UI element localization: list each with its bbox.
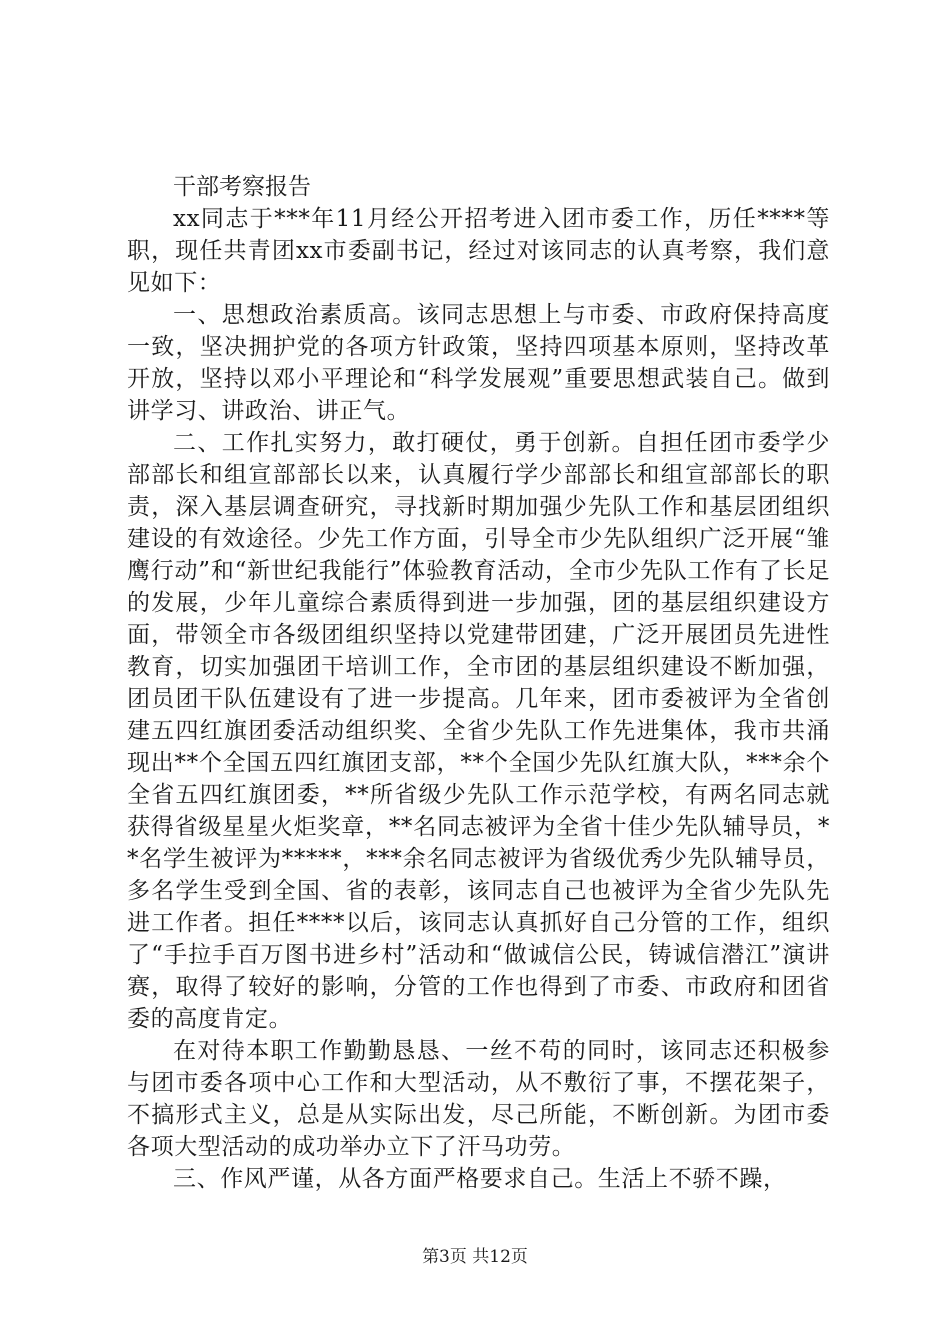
paragraph-political-quality: 一、思想政治素质高。该同志思想上与市委、市政府保持高度一致，坚决拥护党的各项方针政策，坚持四项基本原则，坚持改革开放，坚持以邓小平理论和“科学发展观”重要思想武装自己。做到讲学习、讲政治、讲正气。 <box>127 302 830 424</box>
document-title: 干部考察报告 <box>173 174 311 200</box>
paragraph-work-performance: 二、工作扎实努力，敢打硬仗，勇于创新。自担任团市委学少部部长和组宣部部长以来，认真履行学少部部长和组宣部部长的职责，深入基层调查研究，寻找新时期加强少先队工作和基层团组织建设的有效途径。少先工作方面，引导全市少先队组织广泛开展“雏鹰行动”和“新世纪我能行”体验教育活动，全市少先队工作有了长足的发展，少年儿童综合素质得到进一步加强，团的基层组织建设方面，带领全市各级团组织坚持以党建带团建，广泛开展团员先进性教育，切实加强团干培训工作，全市团的基层组织建设不断加强，团员团干队伍建设有了进一步提高。几年来，团市委被评为全省创建五四红旗团委活动组织奖、全省少先队工作先进集体，我市共涌现出**个全国五四红旗团支部，**个全国少先队红旗大队，***余个全省五四红旗团委，**所省级少先队工作示范学校，有两名同志就获得省级星星火炬奖章，**名同志被评为全省十佳少先队辅导员，**名学生被评为*****，***余名同志被评为省级优秀少先队辅导员，多名学生受到全国、省的表彰，该同志自己也被评为全省少先队先进工作者。担任****以后，该同志认真抓好自己分管的工作，组织了“手拉手百万图书进乡村”活动和“做诚信公民，铸诚信潜江”演讲赛，取得了较好的影响，分管的工作也得到了市委、市政府和团省委的高度肯定。 <box>127 430 830 1032</box>
paragraph-intro: xx同志于***年11月经公开招考进入团市委工作，历任****等职，现任共青团xx市委副书记，经过对该同志的认真考察，我们意见如下： <box>127 206 830 296</box>
paragraph-work-style: 三、作风严谨，从各方面严格要求自己。生活上不骄不躁， <box>173 1166 787 1192</box>
page-number-footer: 第3页 共12页 <box>422 1247 528 1267</box>
paragraph-diligence: 在对待本职工作勤勤恳恳、一丝不苟的同时，该同志还积极参与团市委各项中心工作和大型活动，从不敷衍了事，不摆花架子，不搞形式主义，总是从实际出发，尽己所能，不断创新。为团市委各项大型活动的成功举办立下了汗马功劳。 <box>127 1038 830 1160</box>
document-body <box>127 171 830 1195</box>
